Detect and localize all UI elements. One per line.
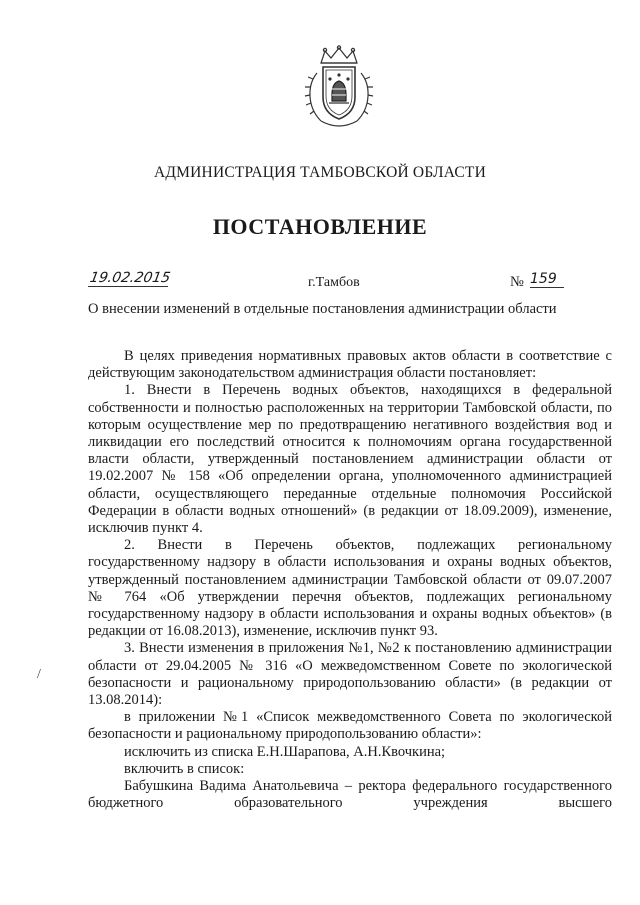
item-1-paragraph: 1. Внести в Перечень водных объектов, находящихся в федеральной собственности и полностью расположенных на территории Тамбовской области, по которым осуществление мер по предотвращению негативного воздействия вод и ликвидации его последствий относится к полномочиям органа государственной власти области, утвержденный постановлением администрации области от 19.02.2007 № 158 «Об определении органа, уполномоченного администрацией области, осуществляющего переданные отдельные полномочия Российской Федерации в области водных отношений» (в редакции от 18.09.2009), изменение, исключив пункт 4. [88,382,612,537]
margin-mark: / [37,667,41,682]
city-label: г.Тамбов [308,275,360,290]
document-body [88,348,612,812]
handwritten-date: 19.02.2015 [88,270,172,286]
document-type-heading: ПОСТАНОВЛЕНИЕ [212,214,428,239]
coat-of-arms-emblem [299,45,379,131]
item-3-appendix-paragraph: в приложении №1 «Список межведомственного Совета по экологической безопасности и рациональному природопользованию области»: [88,709,612,743]
item-3-paragraph: 3. Внести изменения в приложения №1, №2 к постановлению администрации области от 29.04.2005 № 316 «О межведомственном Совете по экологической безопасности и рациональному природопользованию области» (в редакции от 13.08.2014): [88,640,612,709]
item-3-exclude-line: исключить из списка Е.Н.Шарапова, А.Н.Квочкина; [124,743,446,760]
organization-title: АДМИНИСТРАЦИЯ ТАМБОВСКОЙ ОБЛАСТИ [154,164,486,181]
item-2-paragraph: 2. Внести в Перечень объектов, подлежащих региональному государственному надзору в области использования и охраны водных объектов, утвержденный постановлением администрации Тамбовской области от 09.07.2007 № 764 «Об утверждении перечня объектов, подлежащих региональному государственному надзору в области использования и охраны водных объектов» (в редакции от 16.08.2013), изменение, исключив пункт 93. [88,537,612,640]
preamble-paragraph: В целях приведения нормативных правовых актов области в соответствие с действующим законодательством администрация области постановляет: [88,348,612,382]
item-3-person-entry: Бабушкина Вадима Анатольевича – ректора федерального государственного бюджетного образовательного учреждения высшего [88,778,612,812]
document-subject: О внесении изменений в отдельные постановления администрации области [88,301,557,317]
number-underline [530,287,564,288]
handwritten-number: 159 [530,271,557,287]
item-3-include-line: включить в список: [124,760,245,777]
date-underline [88,286,168,287]
number-sign: № [510,274,524,290]
